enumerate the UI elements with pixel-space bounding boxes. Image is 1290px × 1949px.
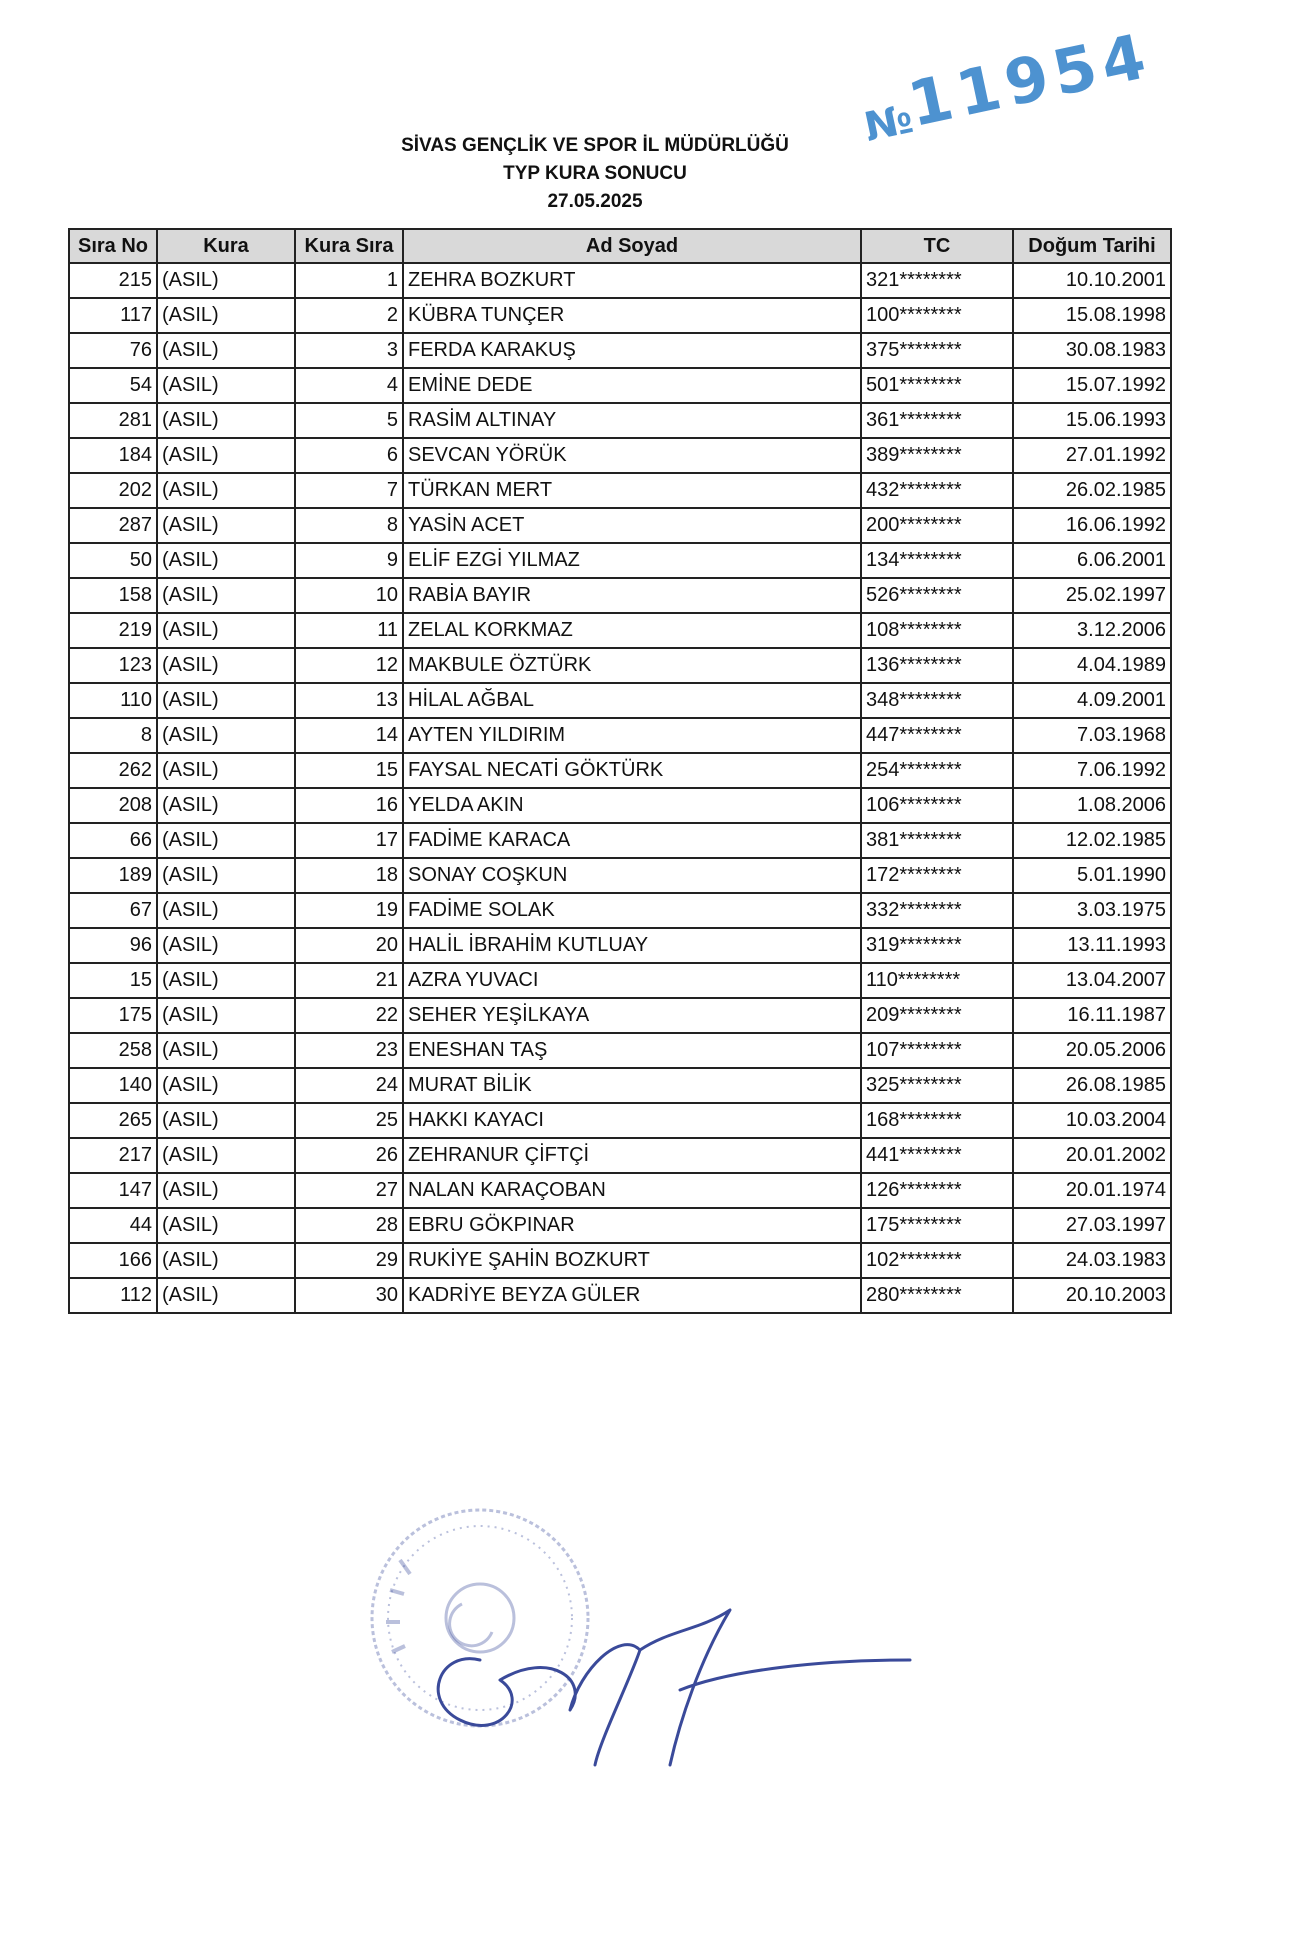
cell-kura-sira: 22	[295, 998, 403, 1033]
cell-tc: 361********	[861, 403, 1013, 438]
cell-kura-sira: 6	[295, 438, 403, 473]
cell-dogum-tarihi: 10.10.2001	[1013, 263, 1171, 298]
cell-kura-sira: 26	[295, 1138, 403, 1173]
cell-kura: (ASIL)	[157, 858, 295, 893]
cell-dogum-tarihi: 20.01.1974	[1013, 1173, 1171, 1208]
doc-date: 27.05.2025	[547, 191, 643, 212]
cell-kura-sira: 15	[295, 753, 403, 788]
cell-sira-no: 110	[69, 683, 157, 718]
cell-kura-sira: 17	[295, 823, 403, 858]
cell-dogum-tarihi: 16.06.1992	[1013, 508, 1171, 543]
cell-dogum-tarihi: 15.06.1993	[1013, 403, 1171, 438]
cell-sira-no: 123	[69, 648, 157, 683]
doc-title: TYP KURA SONUCU	[503, 163, 687, 184]
cell-sira-no: 15	[69, 963, 157, 998]
cell-kura-sira: 1	[295, 263, 403, 298]
table-row	[69, 543, 1171, 578]
cell-kura-sira: 9	[295, 543, 403, 578]
cell-kura: (ASIL)	[157, 298, 295, 333]
cell-kura: (ASIL)	[157, 718, 295, 753]
cell-kura-sira: 20	[295, 928, 403, 963]
cell-kura-sira: 14	[295, 718, 403, 753]
cell-tc: 175********	[861, 1208, 1013, 1243]
table-row	[69, 578, 1171, 613]
col-kura: Kura	[157, 229, 295, 263]
cell-dogum-tarihi: 10.03.2004	[1013, 1103, 1171, 1138]
cell-dogum-tarihi: 7.06.1992	[1013, 753, 1171, 788]
cell-tc: 110********	[861, 963, 1013, 998]
table-row	[69, 1068, 1171, 1103]
cell-ad-soyad: MURAT BİLİK	[403, 1068, 861, 1103]
cell-sira-no: 219	[69, 613, 157, 648]
cell-ad-soyad: RUKİYE ŞAHİN BOZKURT	[403, 1243, 861, 1278]
cell-tc: 325********	[861, 1068, 1013, 1103]
table-row	[69, 753, 1171, 788]
cell-kura-sira: 16	[295, 788, 403, 823]
cell-sira-no: 158	[69, 578, 157, 613]
cell-dogum-tarihi: 20.01.2002	[1013, 1138, 1171, 1173]
cell-dogum-tarihi: 4.04.1989	[1013, 648, 1171, 683]
signature	[400, 1590, 920, 1770]
cell-kura: (ASIL)	[157, 963, 295, 998]
cell-kura: (ASIL)	[157, 1208, 295, 1243]
col-kura-sira: Kura Sıra	[295, 229, 403, 263]
cell-sira-no: 184	[69, 438, 157, 473]
cell-ad-soyad: ZEHRANUR ÇİFTÇİ	[403, 1138, 861, 1173]
cell-tc: 319********	[861, 928, 1013, 963]
cell-tc: 200********	[861, 508, 1013, 543]
cell-dogum-tarihi: 3.12.2006	[1013, 613, 1171, 648]
table-row	[69, 613, 1171, 648]
col-tc: TC	[861, 229, 1013, 263]
cell-sira-no: 96	[69, 928, 157, 963]
col-dogum-tarihi: Doğum Tarihi	[1013, 229, 1171, 263]
table-row	[69, 1278, 1171, 1313]
table-row	[69, 403, 1171, 438]
cell-kura-sira: 27	[295, 1173, 403, 1208]
cell-ad-soyad: FADİME SOLAK	[403, 893, 861, 928]
cell-ad-soyad: RASİM ALTINAY	[403, 403, 861, 438]
table-row	[69, 963, 1171, 998]
cell-dogum-tarihi: 30.08.1983	[1013, 333, 1171, 368]
cell-kura: (ASIL)	[157, 1243, 295, 1278]
cell-dogum-tarihi: 16.11.1987	[1013, 998, 1171, 1033]
cell-ad-soyad: AYTEN YILDIRIM	[403, 718, 861, 753]
cell-dogum-tarihi: 26.02.1985	[1013, 473, 1171, 508]
cell-ad-soyad: SONAY COŞKUN	[403, 858, 861, 893]
cell-kura-sira: 21	[295, 963, 403, 998]
cell-kura-sira: 23	[295, 1033, 403, 1068]
table-header-row	[69, 229, 1171, 263]
table-row	[69, 1243, 1171, 1278]
cell-kura: (ASIL)	[157, 683, 295, 718]
numero-sign: №	[860, 95, 918, 151]
cell-kura: (ASIL)	[157, 823, 295, 858]
cell-tc: 100********	[861, 298, 1013, 333]
cell-kura-sira: 8	[295, 508, 403, 543]
cell-ad-soyad: RABİA BAYIR	[403, 578, 861, 613]
cell-sira-no: 117	[69, 298, 157, 333]
cell-tc: 280********	[861, 1278, 1013, 1313]
cell-tc: 447********	[861, 718, 1013, 753]
cell-sira-no: 67	[69, 893, 157, 928]
cell-ad-soyad: HAKKI KAYACI	[403, 1103, 861, 1138]
cell-kura-sira: 4	[295, 368, 403, 403]
cell-sira-no: 262	[69, 753, 157, 788]
cell-sira-no: 217	[69, 1138, 157, 1173]
cell-ad-soyad: MAKBULE ÖZTÜRK	[403, 648, 861, 683]
cell-kura-sira: 2	[295, 298, 403, 333]
cell-kura-sira: 18	[295, 858, 403, 893]
cell-ad-soyad: SEHER YEŞİLKAYA	[403, 998, 861, 1033]
cell-tc: 126********	[861, 1173, 1013, 1208]
table-row	[69, 788, 1171, 823]
cell-kura-sira: 29	[295, 1243, 403, 1278]
cell-sira-no: 112	[69, 1278, 157, 1313]
cell-ad-soyad: YELDA AKIN	[403, 788, 861, 823]
table-row	[69, 1103, 1171, 1138]
cell-kura: (ASIL)	[157, 613, 295, 648]
cell-dogum-tarihi: 26.08.1985	[1013, 1068, 1171, 1103]
cell-kura: (ASIL)	[157, 1103, 295, 1138]
cell-kura: (ASIL)	[157, 508, 295, 543]
cell-kura: (ASIL)	[157, 1278, 295, 1313]
cell-sira-no: 202	[69, 473, 157, 508]
cell-kura: (ASIL)	[157, 438, 295, 473]
table-row	[69, 823, 1171, 858]
table-row	[69, 368, 1171, 403]
cell-dogum-tarihi: 4.09.2001	[1013, 683, 1171, 718]
cell-ad-soyad: HİLAL AĞBAL	[403, 683, 861, 718]
document-header	[0, 132, 1290, 216]
cell-tc: 381********	[861, 823, 1013, 858]
cell-tc: 172********	[861, 858, 1013, 893]
cell-dogum-tarihi: 20.10.2003	[1013, 1278, 1171, 1313]
cell-tc: 209********	[861, 998, 1013, 1033]
cell-dogum-tarihi: 15.07.1992	[1013, 368, 1171, 403]
table-row	[69, 858, 1171, 893]
cell-tc: 168********	[861, 1103, 1013, 1138]
table-row	[69, 1173, 1171, 1208]
cell-dogum-tarihi: 12.02.1985	[1013, 823, 1171, 858]
cell-kura: (ASIL)	[157, 368, 295, 403]
cell-sira-no: 287	[69, 508, 157, 543]
cell-ad-soyad: YASİN ACET	[403, 508, 861, 543]
cell-tc: 107********	[861, 1033, 1013, 1068]
cell-kura: (ASIL)	[157, 753, 295, 788]
cell-kura-sira: 13	[295, 683, 403, 718]
cell-kura: (ASIL)	[157, 543, 295, 578]
cell-dogum-tarihi: 24.03.1983	[1013, 1243, 1171, 1278]
cell-tc: 108********	[861, 613, 1013, 648]
table-row	[69, 648, 1171, 683]
cell-tc: 102********	[861, 1243, 1013, 1278]
cell-kura: (ASIL)	[157, 998, 295, 1033]
cell-kura-sira: 25	[295, 1103, 403, 1138]
serial-number: 11954	[901, 18, 1158, 141]
cell-kura-sira: 5	[295, 403, 403, 438]
cell-ad-soyad: ELİF EZGİ YILMAZ	[403, 543, 861, 578]
org-title: SİVAS GENÇLİK VE SPOR İL MÜDÜRLÜĞÜ	[401, 135, 789, 156]
cell-sira-no: 44	[69, 1208, 157, 1243]
table-row	[69, 683, 1171, 718]
cell-kura-sira: 24	[295, 1068, 403, 1103]
cell-tc: 501********	[861, 368, 1013, 403]
cell-sira-no: 265	[69, 1103, 157, 1138]
cell-ad-soyad: FERDA KARAKUŞ	[403, 333, 861, 368]
cell-kura-sira: 28	[295, 1208, 403, 1243]
cell-kura: (ASIL)	[157, 578, 295, 613]
cell-sira-no: 281	[69, 403, 157, 438]
cell-kura-sira: 10	[295, 578, 403, 613]
cell-sira-no: 147	[69, 1173, 157, 1208]
cell-sira-no: 66	[69, 823, 157, 858]
table-row	[69, 1208, 1171, 1243]
cell-kura: (ASIL)	[157, 333, 295, 368]
cell-tc: 389********	[861, 438, 1013, 473]
table-row	[69, 893, 1171, 928]
cell-kura-sira: 30	[295, 1278, 403, 1313]
cell-kura: (ASIL)	[157, 928, 295, 963]
table-body	[69, 263, 1171, 1313]
cell-kura-sira: 3	[295, 333, 403, 368]
table-row	[69, 333, 1171, 368]
cell-ad-soyad: FADİME KARACA	[403, 823, 861, 858]
cell-kura: (ASIL)	[157, 1138, 295, 1173]
cell-dogum-tarihi: 27.03.1997	[1013, 1208, 1171, 1243]
cell-dogum-tarihi: 5.01.1990	[1013, 858, 1171, 893]
cell-dogum-tarihi: 15.08.1998	[1013, 298, 1171, 333]
cell-ad-soyad: AZRA YUVACI	[403, 963, 861, 998]
cell-kura: (ASIL)	[157, 1068, 295, 1103]
cell-kura-sira: 11	[295, 613, 403, 648]
cell-kura-sira: 12	[295, 648, 403, 683]
cell-kura-sira: 19	[295, 893, 403, 928]
cell-sira-no: 166	[69, 1243, 157, 1278]
cell-dogum-tarihi: 13.04.2007	[1013, 963, 1171, 998]
cell-sira-no: 140	[69, 1068, 157, 1103]
cell-tc: 526********	[861, 578, 1013, 613]
cell-ad-soyad: HALİL İBRAHİM KUTLUAY	[403, 928, 861, 963]
cell-tc: 375********	[861, 333, 1013, 368]
cell-ad-soyad: FAYSAL NECATİ GÖKTÜRK	[403, 753, 861, 788]
cell-kura: (ASIL)	[157, 473, 295, 508]
cell-ad-soyad: TÜRKAN MERT	[403, 473, 861, 508]
col-ad-soyad: Ad Soyad	[403, 229, 861, 263]
cell-sira-no: 54	[69, 368, 157, 403]
cell-sira-no: 175	[69, 998, 157, 1033]
table-row	[69, 998, 1171, 1033]
cell-sira-no: 208	[69, 788, 157, 823]
cell-dogum-tarihi: 6.06.2001	[1013, 543, 1171, 578]
cell-dogum-tarihi: 25.02.1997	[1013, 578, 1171, 613]
cell-kura: (ASIL)	[157, 648, 295, 683]
cell-ad-soyad: EMİNE DEDE	[403, 368, 861, 403]
cell-ad-soyad: KÜBRA TUNÇER	[403, 298, 861, 333]
cell-tc: 136********	[861, 648, 1013, 683]
cell-ad-soyad: NALAN KARAÇOBAN	[403, 1173, 861, 1208]
table-row	[69, 263, 1171, 298]
cell-kura: (ASIL)	[157, 263, 295, 298]
table-row	[69, 508, 1171, 543]
cell-ad-soyad: ZEHRA BOZKURT	[403, 263, 861, 298]
table-row	[69, 473, 1171, 508]
cell-kura: (ASIL)	[157, 893, 295, 928]
cell-kura: (ASIL)	[157, 788, 295, 823]
table-row	[69, 438, 1171, 473]
cell-kura: (ASIL)	[157, 403, 295, 438]
cell-tc: 348********	[861, 683, 1013, 718]
table-row	[69, 1033, 1171, 1068]
cell-sira-no: 76	[69, 333, 157, 368]
cell-tc: 134********	[861, 543, 1013, 578]
cell-dogum-tarihi: 13.11.1993	[1013, 928, 1171, 963]
table-row	[69, 1138, 1171, 1173]
cell-ad-soyad: ZELAL KORKMAZ	[403, 613, 861, 648]
col-sira-no: Sıra No	[69, 229, 157, 263]
cell-ad-soyad: KADRİYE BEYZA GÜLER	[403, 1278, 861, 1313]
cell-sira-no: 50	[69, 543, 157, 578]
cell-sira-no: 189	[69, 858, 157, 893]
cell-kura: (ASIL)	[157, 1173, 295, 1208]
cell-ad-soyad: EBRU GÖKPINAR	[403, 1208, 861, 1243]
cell-ad-soyad: SEVCAN YÖRÜK	[403, 438, 861, 473]
cell-dogum-tarihi: 7.03.1968	[1013, 718, 1171, 753]
cell-dogum-tarihi: 1.08.2006	[1013, 788, 1171, 823]
cell-sira-no: 258	[69, 1033, 157, 1068]
cell-tc: 441********	[861, 1138, 1013, 1173]
table-row	[69, 928, 1171, 963]
result-table	[68, 228, 1172, 1314]
cell-tc: 106********	[861, 788, 1013, 823]
cell-kura: (ASIL)	[157, 1033, 295, 1068]
cell-tc: 321********	[861, 263, 1013, 298]
cell-tc: 254********	[861, 753, 1013, 788]
cell-tc: 332********	[861, 893, 1013, 928]
table-row	[69, 718, 1171, 753]
table-row	[69, 298, 1171, 333]
cell-sira-no: 8	[69, 718, 157, 753]
cell-dogum-tarihi: 3.03.1975	[1013, 893, 1171, 928]
cell-ad-soyad: ENESHAN TAŞ	[403, 1033, 861, 1068]
cell-sira-no: 215	[69, 263, 157, 298]
cell-dogum-tarihi: 20.05.2006	[1013, 1033, 1171, 1068]
cell-dogum-tarihi: 27.01.1992	[1013, 438, 1171, 473]
cell-kura-sira: 7	[295, 473, 403, 508]
cell-tc: 432********	[861, 473, 1013, 508]
